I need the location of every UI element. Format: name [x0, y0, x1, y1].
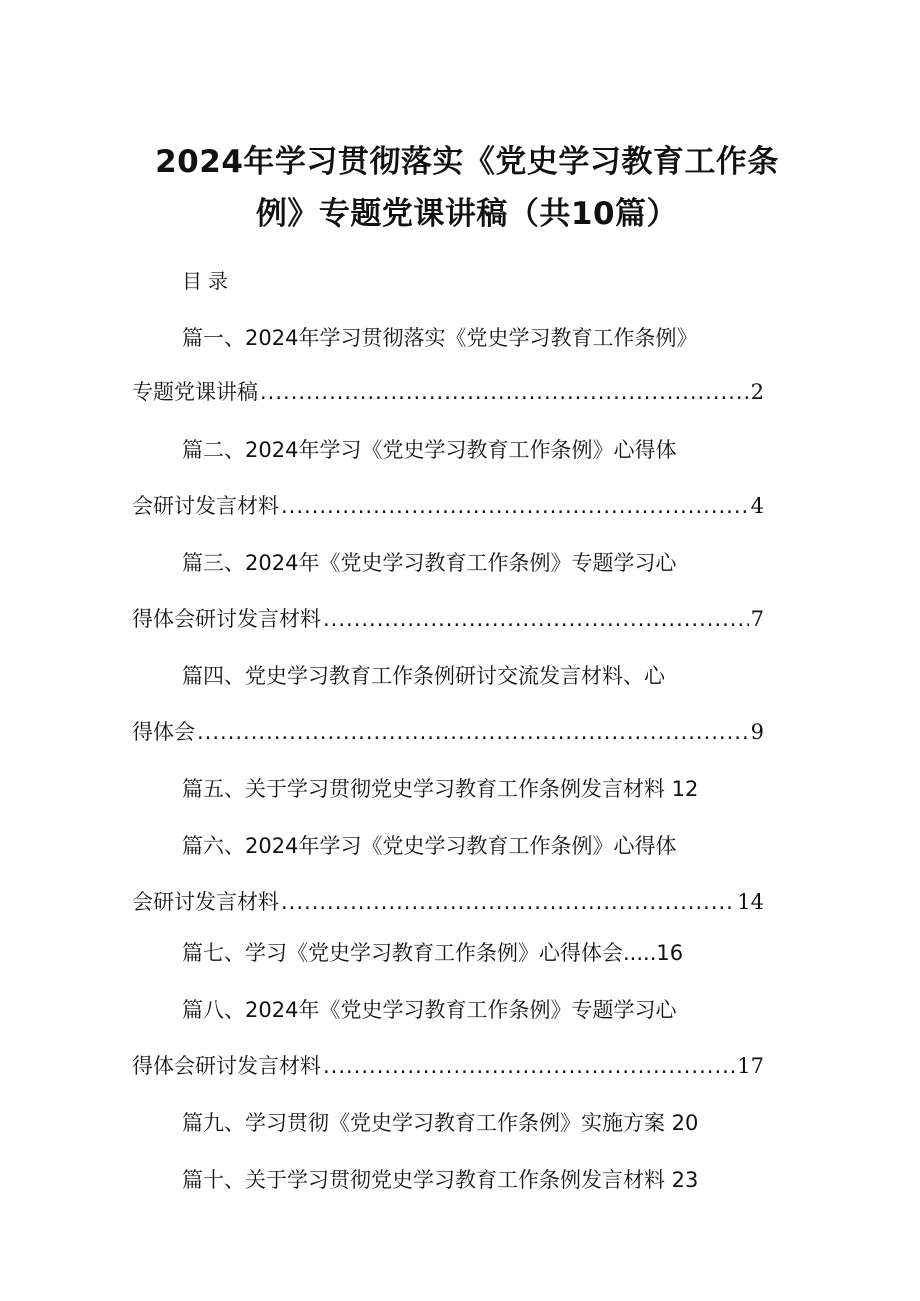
document-title-line-2: 例》专题党课讲稿（共10篇） [255, 196, 679, 232]
toc-entry-2-line-1[interactable]: 篇二、2024年学习《党史学习教育工作条例》心得体 [182, 438, 677, 462]
toc-entry-1-line-2[interactable] [132, 376, 764, 408]
toc-entry-8-page: 17 [737, 1054, 764, 1078]
toc-entry-8-line-1[interactable]: 篇八、2024年《党史学习教育工作条例》专题学习心 [182, 998, 677, 1022]
toc-entry-8-line-2[interactable] [132, 1050, 764, 1082]
toc-entry-1-page: 2 [750, 380, 764, 404]
toc-entry-9[interactable]: 篇九、学习贯彻《党史学习教育工作条例》实施方案 20 [182, 1111, 699, 1135]
toc-entry-6-label: 会研讨发言材料 [132, 890, 279, 914]
toc-leader-dots [323, 603, 749, 635]
toc-entry-3-label: 得体会研讨发言材料 [132, 607, 321, 631]
toc-leader-dots [197, 716, 749, 748]
toc-entry-2-label: 会研讨发言材料 [132, 494, 279, 518]
toc-entry-4-label: 得体会 [132, 720, 195, 744]
toc-entry-2-page: 4 [750, 494, 764, 518]
toc-leader-dots [323, 1050, 735, 1082]
toc-entry-1-line-1[interactable]: 篇一、2024年学习贯彻落实《党史学习教育工作条例》 [182, 326, 698, 350]
toc-entry-4-page: 9 [750, 720, 764, 744]
toc-entry-3-page: 7 [750, 607, 764, 631]
toc-entry-6-line-1[interactable]: 篇六、2024年学习《党史学习教育工作条例》心得体 [182, 834, 677, 858]
toc-entry-3-line-1[interactable]: 篇三、2024年《党史学习教育工作条例》专题学习心 [182, 551, 677, 575]
toc-heading: 目录 [182, 269, 234, 293]
toc-entry-8-label: 得体会研讨发言材料 [132, 1054, 321, 1078]
toc-entry-5[interactable]: 篇五、关于学习贯彻党史学习教育工作条例发言材料 12 [182, 777, 699, 801]
toc-entry-4-line-1[interactable]: 篇四、党史学习教育工作条例研讨交流发言材料、心 [182, 664, 665, 688]
toc-entry-3-line-2[interactable] [132, 603, 764, 635]
document-title-line-1: 2024年学习贯彻落实《党史学习教育工作条 [155, 144, 779, 180]
toc-leader-dots [260, 376, 749, 408]
toc-entry-4-line-2[interactable] [132, 716, 764, 748]
toc-entry-7[interactable]: 篇七、学习《党史学习教育工作条例》心得体会.....16 [182, 941, 684, 965]
toc-entry-10[interactable]: 篇十、关于学习贯彻党史学习教育工作条例发言材料 23 [182, 1168, 699, 1192]
toc-entry-2-line-2[interactable] [132, 490, 764, 522]
toc-entry-6-line-2[interactable] [132, 886, 764, 918]
toc-entry-1-label: 专题党课讲稿 [132, 380, 258, 404]
toc-leader-dots [281, 886, 735, 918]
toc-entry-6-page: 14 [737, 890, 764, 914]
toc-leader-dots [281, 490, 749, 522]
